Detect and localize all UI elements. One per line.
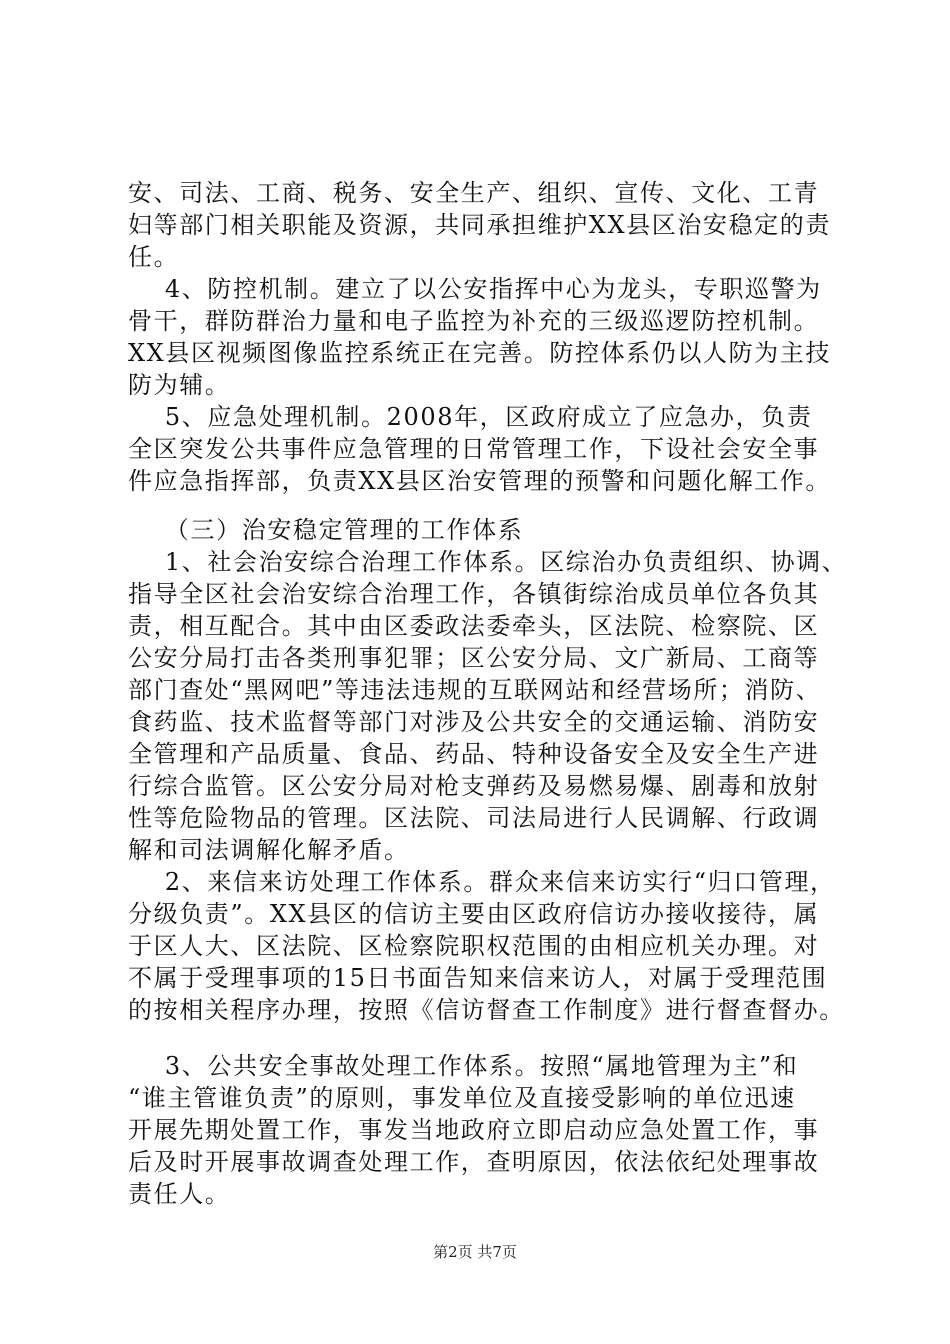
body-text-line: 防为辅。 xyxy=(128,371,231,399)
body-text-line: 骨干，群防群治力量和电子监控为补充的三级巡逻防控机制。 xyxy=(128,307,820,335)
section-heading: （三）治安稳定管理的工作体系 xyxy=(128,516,524,544)
body-text-line: 责，相互配合。其中由区委政法委牵头，区法院、检察院、区 xyxy=(128,612,820,640)
body-text-line: 性等危险物品的管理。区法院、司法局进行人民调解、行政调 xyxy=(128,804,820,832)
body-text-line: 部门查处“黑网吧”等违法违规的互联网站和经营场所；消防、 xyxy=(128,676,822,704)
body-text-line: “谁主管谁负责”的原则，事发单位及直接受影响的单位迅速 xyxy=(128,1084,796,1112)
body-text-line: 全区突发公共事件应急管理的日常管理工作，下设社会安全事 xyxy=(128,435,820,463)
body-text-line: 5、应急处理机制。2008年，区政府成立了应急办，负责 xyxy=(128,403,813,431)
body-text-line: 任。 xyxy=(128,243,180,271)
body-text-line: 的按相关程序办理，按照《信访督查工作制度》进行督查督办。 xyxy=(128,996,845,1024)
body-text-line: 2、来信来访处理工作体系。群众来信来访实行“归口管理， xyxy=(128,868,836,896)
body-text-line: 件应急指挥部，负责XX县区治安管理的预警和问题化解工作。 xyxy=(128,467,831,495)
body-text-line: XX县区视频图像监控系统正在完善。防控体系仍以人防为主技 xyxy=(128,339,831,367)
body-text-line: 全管理和产品质量、食品、药品、特种设备安全及安全生产进 xyxy=(128,740,820,768)
body-text-line: 不属于受理事项的15日书面告知来信来访人，对属于受理范围 xyxy=(128,964,828,992)
body-text-line: 解和司法调解化解矛盾。 xyxy=(128,836,410,864)
body-text-line: 开展先期处置工作，事发当地政府立即启动应急处置工作，事 xyxy=(128,1116,820,1144)
body-text-line: 1、社会治安综合治理工作体系。区综治办负责组织、协调、 xyxy=(128,548,848,576)
body-text-line: 后及时开展事故调查处理工作，查明原因，依法依纪处理事故 xyxy=(128,1148,820,1176)
body-text-line: 责任人。 xyxy=(128,1180,231,1208)
body-text-line: 于区人大、区法院、区检察院职权范围的由相应机关办理。对 xyxy=(128,932,820,960)
page-number-footer: 第2页 共7页 xyxy=(433,1243,517,1261)
body-text-line: 食药监、技术监督等部门对涉及公共安全的交通运输、消防安 xyxy=(128,708,820,736)
body-text-line: 公安分局打击各类刑事犯罪；区公安分局、文广新局、工商等 xyxy=(128,644,820,672)
body-text-line: 4、防控机制。建立了以公安指挥中心为龙头，专职巡警为 xyxy=(128,275,822,303)
body-text-line: 3、公共安全事故处理工作体系。按照“属地管理为主”和 xyxy=(128,1052,799,1080)
body-text-line: 安、司法、工商、税务、安全生产、组织、宣传、文化、工青 xyxy=(128,179,820,207)
body-text-line: 行综合监管。区公安分局对枪支弹药及易燃易爆、剧毒和放射 xyxy=(128,772,820,800)
body-text-line: 妇等部门相关职能及资源，共同承担维护XX县区治安稳定的责 xyxy=(128,211,831,239)
body-text-line: 分级负责”。XX县区的信访主要由区政府信访办接收接待，属 xyxy=(128,900,820,928)
body-text-line: 指导全区社会治安综合治理工作，各镇街综治成员单位各负其 xyxy=(128,580,820,608)
